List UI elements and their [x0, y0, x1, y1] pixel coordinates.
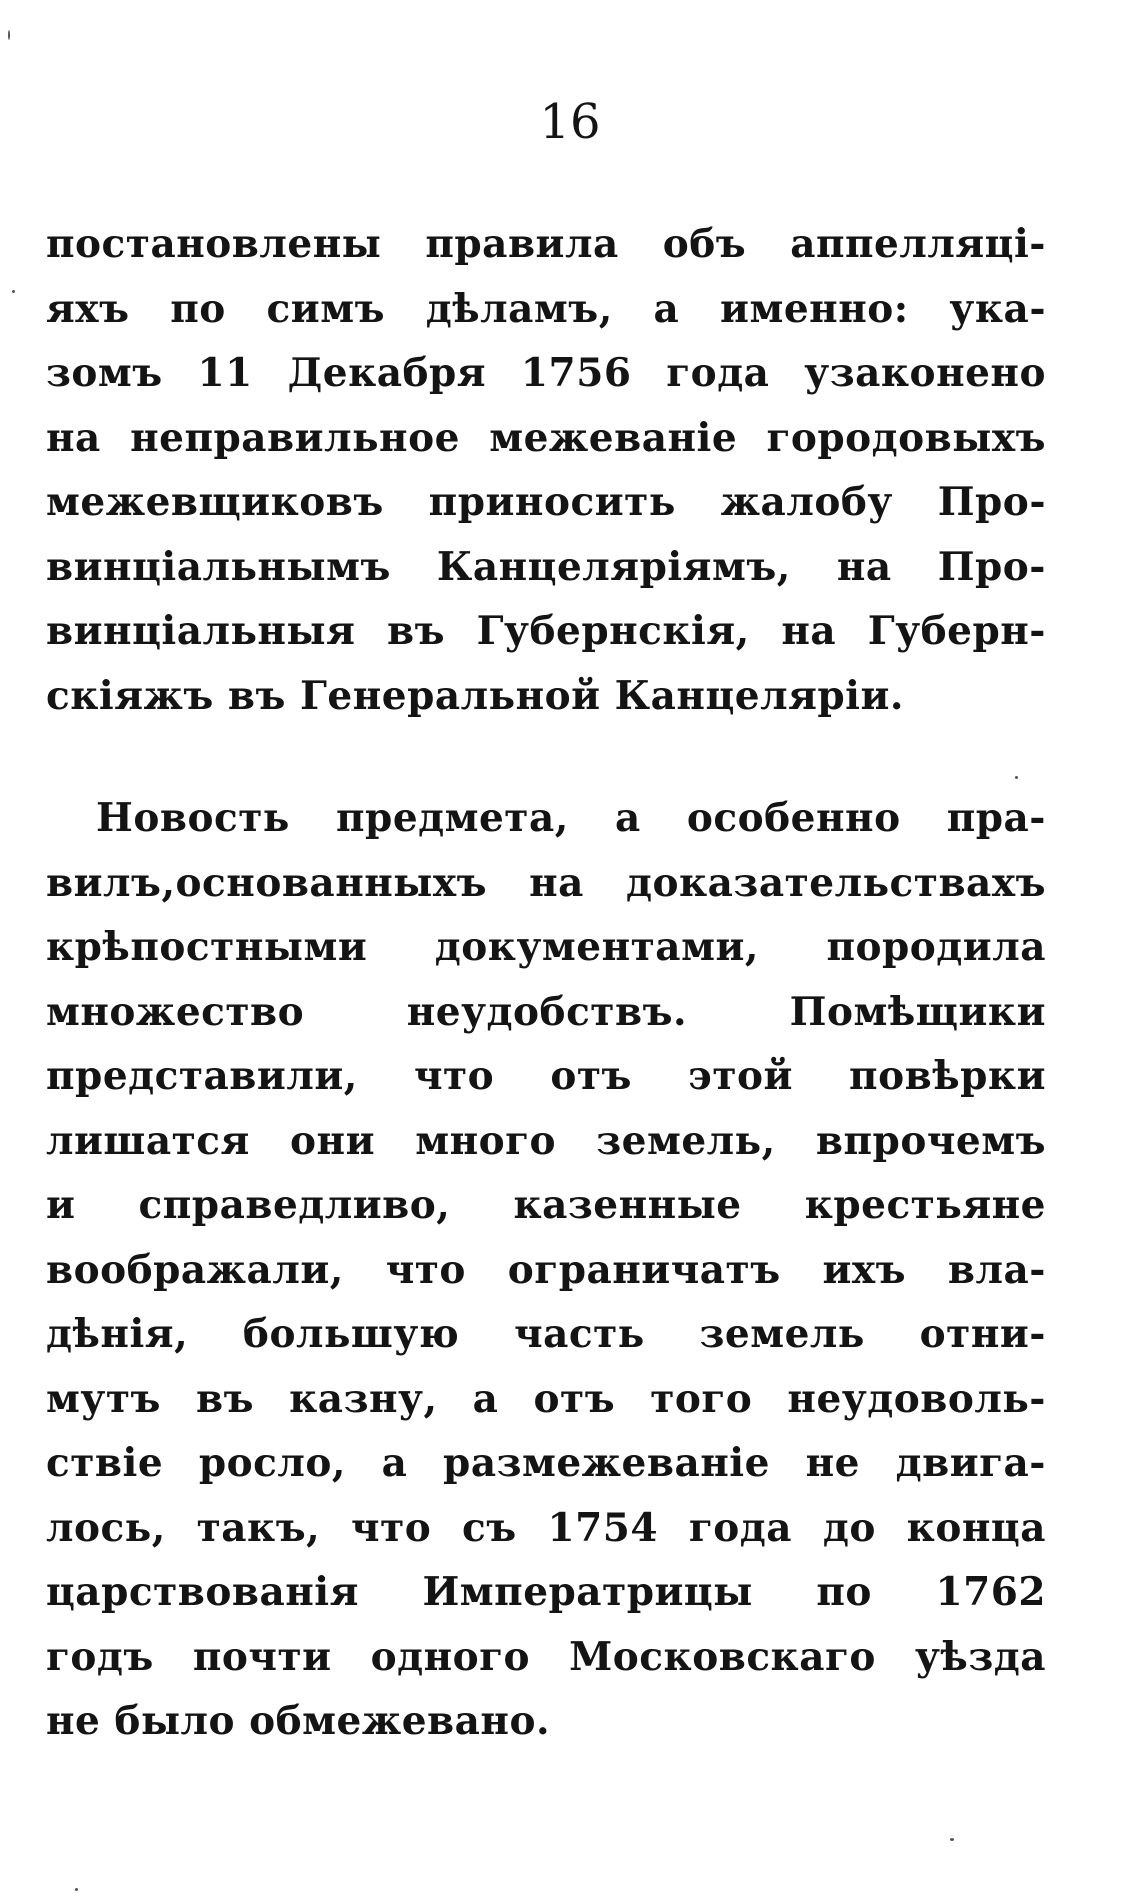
text-line: скіяжъ въ Генеральной Канцеляріи.: [46, 672, 904, 719]
scan-speck: [1015, 776, 1018, 779]
text-line: Новость предмета, а особенно пра-: [96, 795, 1046, 841]
text-line: зомъ 11 Декабря 1756 года узаконено: [46, 350, 1046, 396]
paragraph-1: [46, 212, 1046, 728]
text-line: на неправильное межеваніе городовыхъ: [46, 414, 1046, 461]
text-line: множество неудобствъ. Помѣщики: [46, 988, 1046, 1035]
paragraph-2: [46, 786, 1046, 1754]
text-line: межевщиковъ приносить жалобу Про-: [46, 479, 1046, 525]
scan-speck: [12, 290, 15, 293]
text-line: винціальнымъ Канцеляріямъ, на Про-: [46, 543, 1046, 590]
text-line: воображали, что ограничатъ ихъ вла-: [46, 1246, 1046, 1293]
text-line: постановлены правила объ аппелляці-: [46, 221, 1046, 267]
text-line: не было обмежевано.: [46, 1698, 551, 1744]
text-line: крѣпостными документами, породила: [46, 924, 1046, 970]
text-line: яхъ по симъ дѣламъ, а именно: ука-: [46, 285, 1046, 332]
text-line: представили, что отъ этой повѣрки: [46, 1053, 1046, 1099]
page-number: 16: [539, 94, 601, 150]
text-line: годъ почти одного Московскаго уѣзда: [46, 1633, 1046, 1680]
text-line: лось, такъ, что съ 1754 года до конца: [46, 1504, 1046, 1551]
scan-speck: [75, 1888, 78, 1891]
text-line: ствіе росло, а размежеваніе не двига-: [46, 1440, 1046, 1486]
text-line: вилъ,основанныхъ на доказательствахъ: [46, 859, 1046, 906]
scan-speck: [950, 1838, 954, 1841]
text-line: дѣнія, большую часть земель отни-: [46, 1311, 1046, 1357]
text-line: лишатся они много земель, впрочемъ: [46, 1117, 1046, 1164]
text-line: царствованія Императрицы по 1762: [46, 1569, 1046, 1615]
text-line: и справедливо, казенные крестьяне: [46, 1182, 1046, 1228]
text-line: винціальныя въ Губернскія, на Губерн-: [46, 608, 1046, 654]
text-line: мутъ въ казну, а отъ того неудоволь-: [46, 1375, 1046, 1422]
scan-speck: [8, 30, 10, 40]
